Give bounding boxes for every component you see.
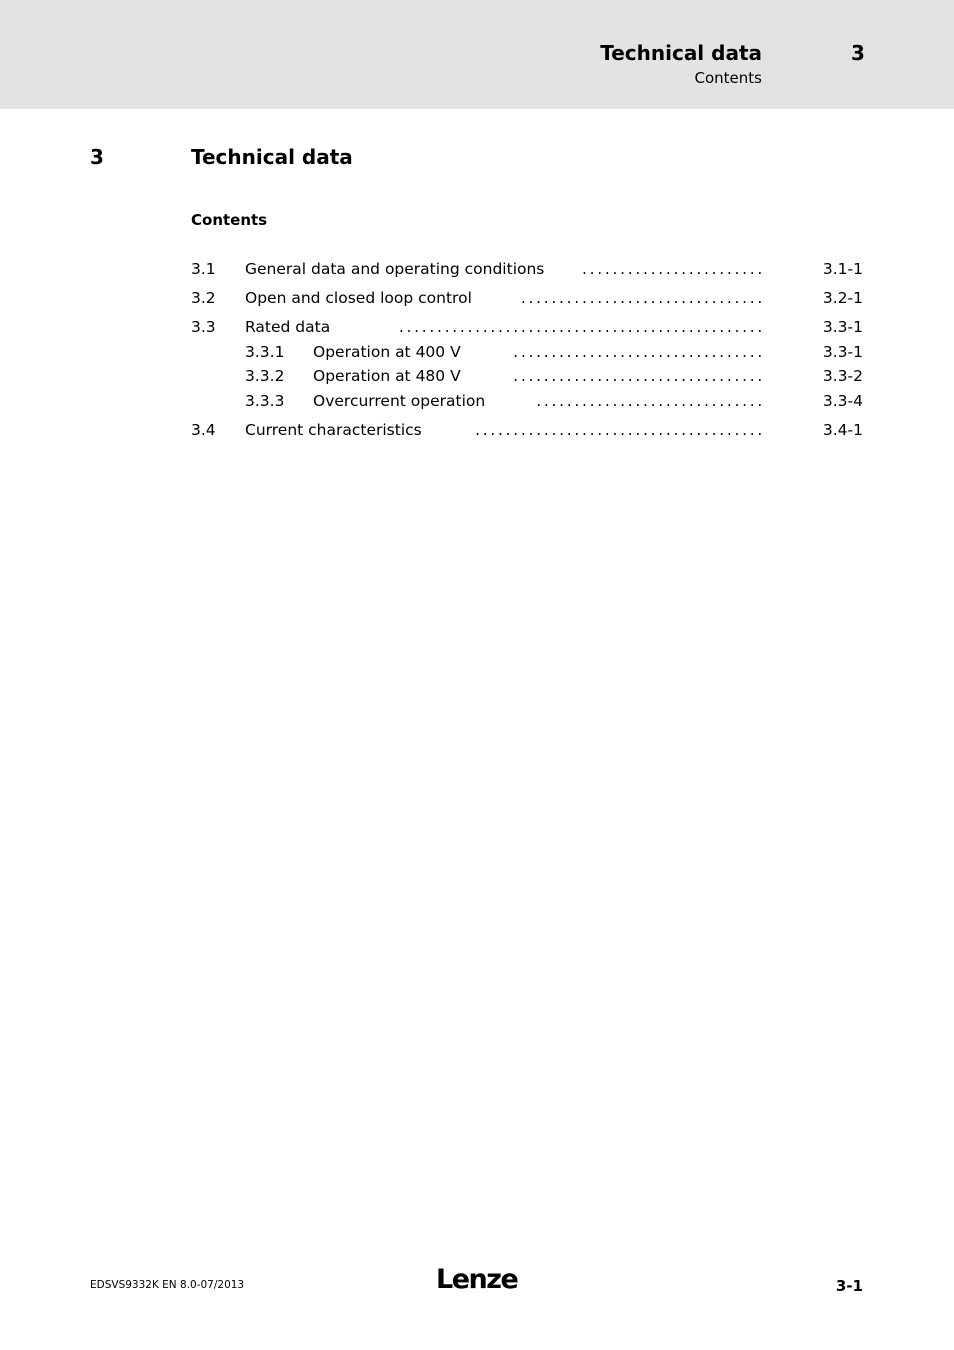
toc-label[interactable]: General data and operating conditions — [245, 260, 552, 278]
header-band — [0, 0, 954, 109]
toc-label[interactable]: Current characteristics — [245, 421, 430, 439]
toc-page[interactable]: 3.3-2 — [822, 367, 863, 385]
page-number: 3-1 — [835, 1277, 863, 1295]
toc-entry-3-1[interactable] — [191, 260, 863, 282]
toc-label[interactable]: Operation at 400 V — [313, 343, 469, 361]
toc-leader: ...................................... — [475, 421, 765, 439]
chapter-title: Technical data — [191, 145, 353, 169]
toc-page[interactable]: 3.3-1 — [822, 318, 863, 336]
toc-page[interactable]: 3.3-4 — [822, 392, 863, 410]
toc-page[interactable]: 3.4-1 — [822, 421, 863, 439]
toc-page[interactable]: 3.1-1 — [822, 260, 863, 278]
document-id: EDSVS9332K EN 8.0-07/2013 — [90, 1279, 245, 1291]
lenze-logo: Lenze — [436, 1264, 518, 1295]
toc-leader: ................................ — [520, 289, 765, 307]
toc-number: 3.3.1 — [245, 343, 285, 361]
toc-leader: ................................. — [513, 367, 765, 385]
toc-entry-3-3-3[interactable] — [191, 392, 863, 414]
toc-number: 3.3.2 — [245, 367, 285, 385]
toc-number: 3.3 — [191, 318, 216, 336]
toc-entry-3-3[interactable] — [191, 318, 863, 340]
toc-page[interactable]: 3.3-1 — [822, 343, 863, 361]
header-chapter-number: 3 — [851, 41, 865, 65]
toc-entry-3-2[interactable] — [191, 289, 863, 311]
toc-entry-3-4[interactable] — [191, 421, 863, 443]
toc-leader: ........................ — [581, 260, 765, 278]
toc-leader: .............................. — [536, 392, 765, 410]
toc-number: 3.4 — [191, 421, 216, 439]
toc-entry-3-3-2[interactable] — [191, 367, 863, 389]
toc-leader: ................................................ — [398, 318, 765, 336]
toc-label[interactable]: Overcurrent operation — [313, 392, 493, 410]
chapter-number: 3 — [90, 145, 104, 169]
toc-label[interactable]: Open and closed loop control — [245, 289, 480, 307]
toc-entry-3-3-1[interactable] — [191, 343, 863, 365]
header-title: Technical data — [600, 41, 762, 65]
toc-label[interactable]: Rated data — [245, 318, 338, 336]
header-subtitle: Contents — [694, 69, 762, 87]
toc-number: 3.2 — [191, 289, 216, 307]
toc-label[interactable]: Operation at 480 V — [313, 367, 469, 385]
toc-number: 3.1 — [191, 260, 216, 278]
toc-leader: ................................. — [513, 343, 765, 361]
contents-heading: Contents — [191, 211, 268, 229]
toc-number: 3.3.3 — [245, 392, 285, 410]
toc-page[interactable]: 3.2-1 — [822, 289, 863, 307]
